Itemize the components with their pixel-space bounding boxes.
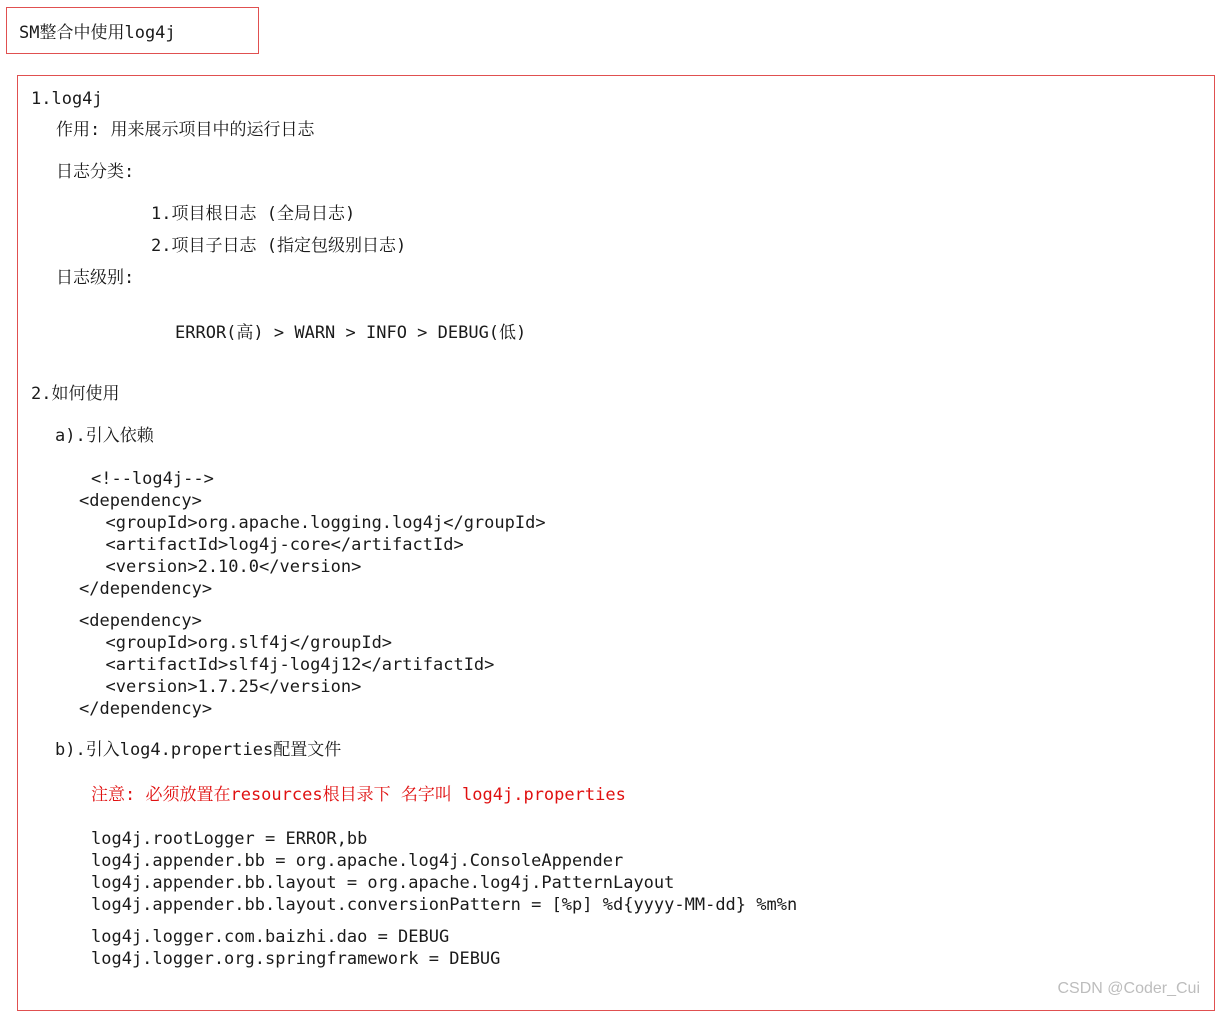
properties-line: log4j.appender.bb.layout.conversionPattern = [%p] %d{yyyy-MM-dd} %m%n: [91, 895, 798, 915]
properties-line: log4j.logger.org.springframework = DEBUG: [91, 949, 501, 969]
properties-line: log4j.appender.bb = org.apache.log4j.ConsoleAppender: [91, 851, 624, 871]
watermark: CSDN @Coder_Cui: [1057, 980, 1200, 997]
section1-heading: 1.log4j: [31, 89, 103, 109]
code-line: <groupId>org.slf4j</groupId>: [85, 633, 393, 653]
code-line: <!--log4j-->: [91, 469, 214, 489]
code-line: <dependency>: [79, 611, 202, 631]
code-line: </dependency>: [79, 699, 213, 719]
code-line: </dependency>: [79, 579, 213, 599]
title-box: [6, 7, 259, 54]
code-line: <groupId>org.apache.logging.log4j</groupId>: [85, 513, 546, 533]
step-a-label: a).引入依赖: [55, 426, 154, 446]
levels-label: 日志级别:: [56, 268, 135, 288]
note-text: 注意: 必须放置在resources根目录下 名字叫 log4j.properties: [91, 785, 626, 805]
code-line: <dependency>: [79, 491, 202, 511]
code-line: <version>1.7.25</version>: [85, 677, 362, 697]
properties-line: log4j.appender.bb.layout = org.apache.log4j.PatternLayout: [91, 873, 675, 893]
code-line: <version>2.10.0</version>: [85, 557, 362, 577]
category-item: 1.项目根日志 (全局日志): [151, 204, 356, 224]
properties-line: log4j.rootLogger = ERROR,bb: [91, 829, 368, 849]
purpose-text: 作用: 用来展示项目中的运行日志: [56, 120, 315, 140]
properties-line: log4j.logger.com.baizhi.dao = DEBUG: [91, 927, 450, 947]
content-box: [17, 75, 1215, 1011]
code-line: <artifactId>slf4j-log4j12</artifactId>: [85, 655, 495, 675]
levels-text: ERROR(高) > WARN > INFO > DEBUG(低): [175, 323, 527, 343]
code-line: <artifactId>log4j-core</artifactId>: [85, 535, 464, 555]
page-title: SM整合中使用log4j: [19, 23, 176, 43]
categories-label: 日志分类:: [56, 162, 135, 182]
section2-heading: 2.如何使用: [31, 384, 120, 404]
category-item: 2.项目子日志 (指定包级别日志): [151, 236, 407, 256]
step-b-label: b).引入log4.properties配置文件: [55, 740, 342, 760]
